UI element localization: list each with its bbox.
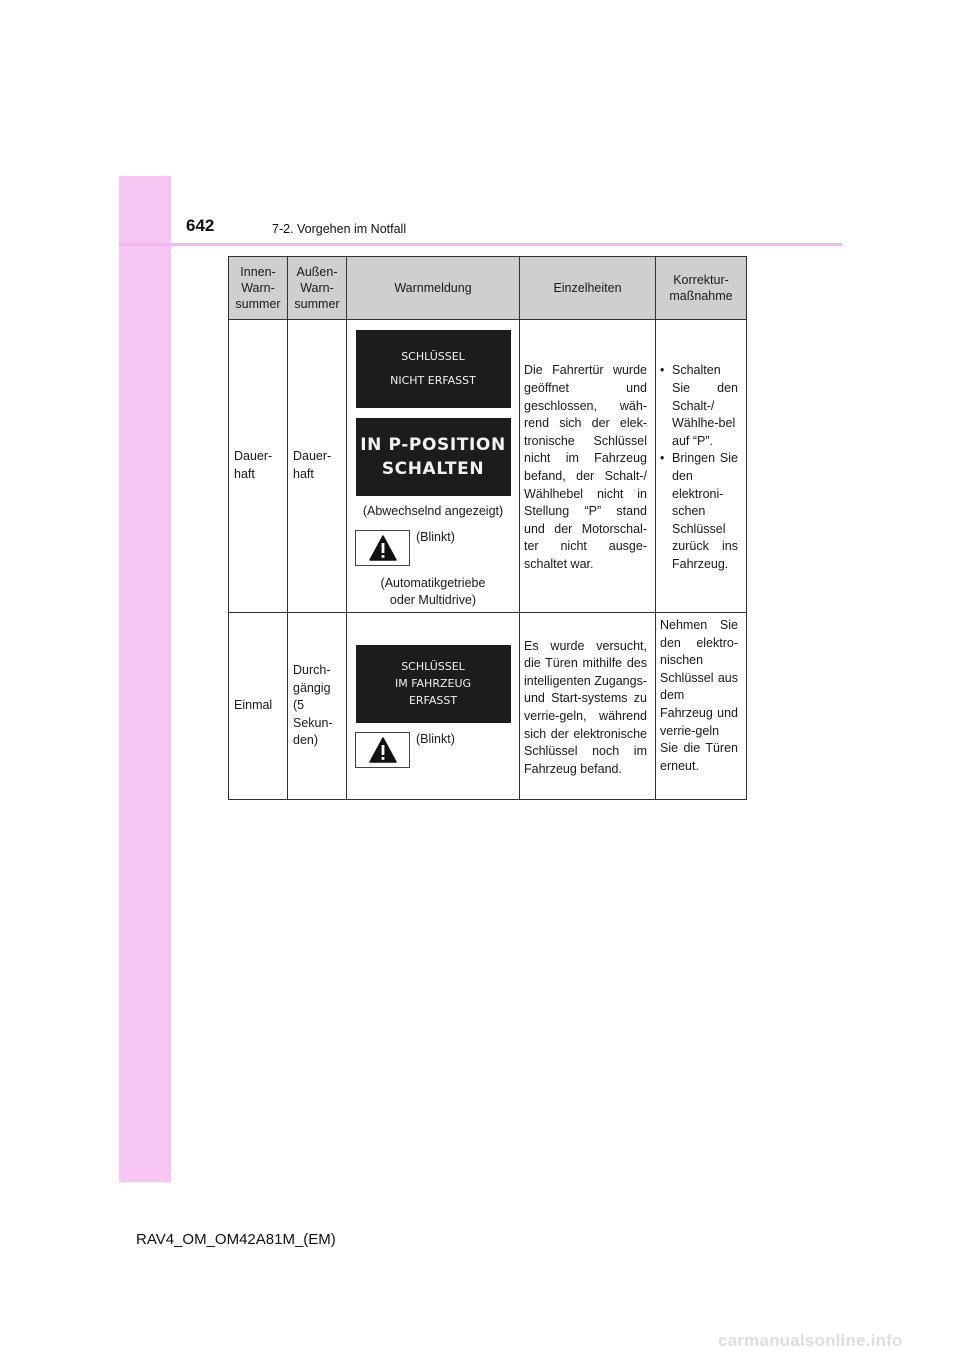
- header-inner-buzzer: Innen- Warn- summer: [229, 257, 288, 320]
- watermark: carmanualsonline.info: [718, 1331, 903, 1350]
- header-warning-message: Warnmeldung: [347, 257, 520, 320]
- row1-correction: [656, 320, 747, 613]
- list-item: • Schalten Sie den Schalt-/ Wählhe-bel auf “P”.: [660, 363, 738, 448]
- row1-warning-message: [347, 320, 520, 613]
- header-outer-buzzer: Außen- Warn- summer: [288, 257, 347, 320]
- shift-to-p-display: IN P-POSITION SCHALTEN: [356, 418, 511, 496]
- row1-outer-buzzer: Dauer- haft: [288, 320, 347, 613]
- page-number: 642: [186, 216, 215, 235]
- table-row: [229, 320, 747, 613]
- row2-warning-message: [347, 613, 520, 800]
- header-correction: Korrektur- maßnahme: [656, 257, 747, 320]
- transmission-note: (Automatikgetriebe oder Multidrive): [380, 575, 486, 607]
- section-tab-bar: [119, 176, 171, 1182]
- table-row: [229, 613, 747, 800]
- document-code: RAV4_OM_OM42A81M_(EM): [136, 1231, 336, 1248]
- header-details: Einzelheiten: [520, 257, 656, 320]
- row2-correction: Nehmen Sie den elektro-nischen Schlüssel aus dem Fahrzeug und verrie-geln Sie die Türen erneut.: [656, 613, 747, 800]
- list-item: • Bringen Sie den elektroni-schen Schlüssel zurück ins Fahrzeug.: [660, 451, 738, 571]
- section-title: 7-2. Vorgehen im Notfall: [272, 222, 407, 236]
- key-in-vehicle-display: SCHLÜSSEL IM FAHRZEUG ERFASST: [356, 645, 511, 723]
- warning-table: [228, 256, 747, 800]
- row2-details: Es wurde versucht, die Türen mithilfe des intelligenten Zugangs- und Start-systems zu verrie-geln, während sich der elektronische Schlüssel noch im Fahrzeug befand.: [520, 613, 656, 800]
- row1-details: Die Fahrertür wurde geöffnet und geschlossen, wäh-rend sich der elek-tronische Schlüssel nicht im Fahrzeug befand, der Schalt-/ Wählhebel nicht in Stellung “P” stand und der Motorschal-ter nicht ausge-schaltet war.: [520, 320, 656, 613]
- header-rule: [119, 243, 842, 246]
- blink-label: (Blinkt): [416, 529, 455, 544]
- alternating-note: (Abwechselnd angezeigt): [362, 504, 504, 518]
- blink-indicator: [355, 530, 519, 566]
- warning-triangle-icon: [355, 732, 410, 768]
- table-header-row: [229, 257, 747, 320]
- row2-inner-buzzer: Einmal: [229, 613, 288, 800]
- blink-label: (Blinkt): [416, 731, 455, 746]
- warning-triangle-icon: [355, 530, 410, 566]
- key-not-detected-display: SCHLÜSSEL NICHT ERFASST: [356, 330, 511, 408]
- blink-indicator: [355, 732, 519, 768]
- row2-outer-buzzer: Durch- gängig (5 Sekun- den): [288, 613, 347, 800]
- row1-inner-buzzer: Dauer- haft: [229, 320, 288, 613]
